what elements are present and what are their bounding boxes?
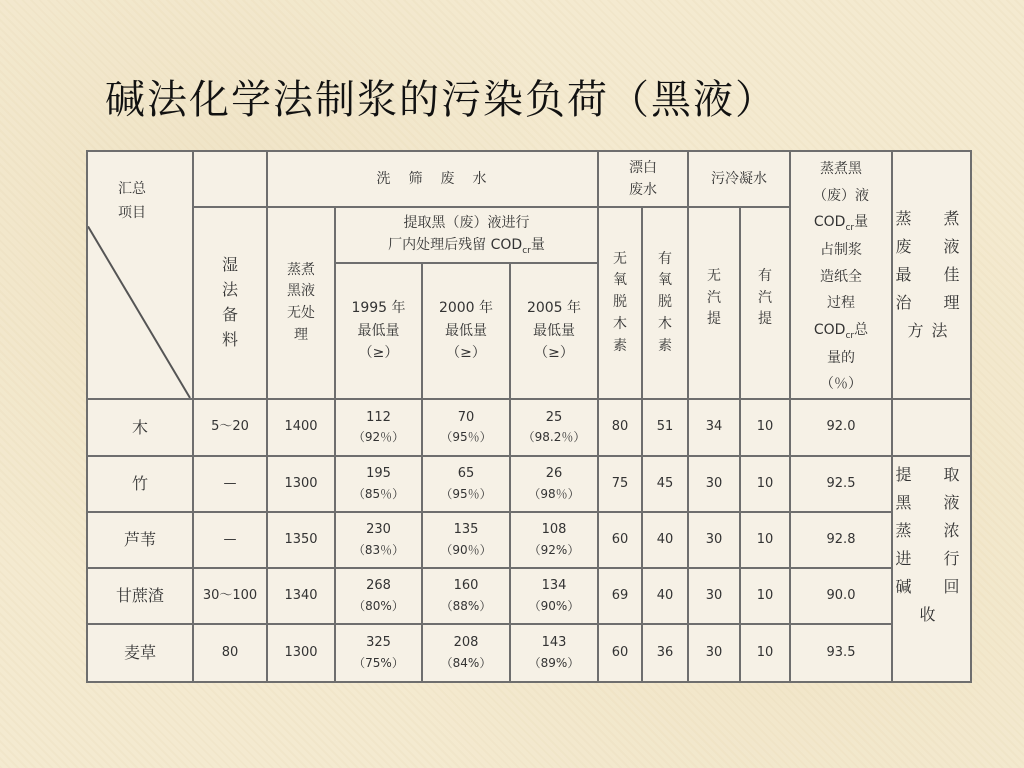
y2005-cell [510, 568, 598, 624]
y2000-pct: （90％） [440, 542, 492, 557]
extract-label-text: 厂内处理后残留 COD [388, 237, 523, 254]
y2005-value: 108 [541, 522, 567, 537]
y2000-cell [422, 624, 510, 682]
material-name: 麦草 [87, 624, 193, 682]
extract-label-sub: cr [522, 245, 531, 256]
wet-prep-char: 湿 [221, 255, 238, 275]
best-method-cell [892, 456, 971, 682]
year-2000-header [422, 263, 510, 399]
bleach-yes-value: 36 [642, 624, 688, 682]
cook-untreated-line: 无处 [287, 305, 315, 321]
wet-prep-header [193, 207, 267, 399]
corner-header-cell [87, 151, 193, 399]
material-name: 甘蔗渣 [87, 568, 193, 624]
year-1995-header [335, 263, 422, 399]
y2005-value: 143 [541, 635, 567, 650]
y2005-cell [510, 456, 598, 512]
best-method-header [892, 151, 971, 399]
table-row [87, 568, 971, 624]
share-line [791, 209, 891, 237]
y2000-value: 160 [453, 578, 479, 593]
slide-title: 碱法化学法制浆的污染负荷（黑液） [105, 77, 777, 123]
share-line: 占制浆 [820, 242, 862, 259]
bleach-no-char: 氧 [613, 272, 627, 289]
bleach-no-char: 无 [613, 250, 627, 267]
method-line: 进 行 [895, 549, 968, 568]
untreated-value: 1300 [267, 456, 335, 512]
method-line: 碱 回 [895, 577, 968, 596]
steam-char: 提 [758, 311, 772, 328]
y2005-cell [510, 624, 598, 682]
y2000-value: 70 [457, 409, 475, 425]
y2005-value: 26 [545, 466, 563, 481]
corner-label [118, 178, 146, 226]
share-line: 蒸煮黑 [820, 161, 862, 177]
y2005-cell [510, 399, 598, 456]
y2000-pct: （95％） [440, 430, 492, 445]
y2005-pct: （92%） [528, 542, 580, 557]
no-steam-char: 提 [707, 311, 721, 328]
y1995-cell [335, 456, 422, 512]
cond-yes-value: 10 [740, 512, 790, 568]
wet-prep-value: 80 [193, 624, 267, 682]
no-steam-char: 无 [707, 268, 721, 284]
bleaching-label-line1: 漂白 [629, 159, 657, 176]
share-line: （废）液 [813, 187, 869, 204]
y1995-value: 325 [366, 635, 391, 650]
steam-char: 有 [758, 268, 772, 284]
share-line: 造纸全 [820, 268, 862, 285]
cook-untreated-line: 理 [294, 326, 308, 343]
y2005-pct: （98％） [528, 486, 580, 501]
share-cod-sub: cr [845, 330, 855, 341]
cond-yes-value: 10 [740, 624, 790, 682]
y2000-cell [422, 456, 510, 512]
extract-label-end: 量 [530, 237, 545, 254]
year-ge-label: （≥） [446, 345, 486, 362]
bleach-oxygen-header [642, 207, 688, 399]
y2005-pct: （98.2％） [522, 430, 586, 445]
share-line: 过程 [827, 295, 855, 312]
wet-prep-char: 法 [221, 280, 238, 300]
condensate-header [688, 151, 790, 207]
bleach-no-char: 脱 [613, 294, 627, 311]
no-steam-char: 汽 [707, 289, 721, 306]
bleach-no-char: 木 [613, 315, 627, 332]
share-cod-end: 总 [854, 321, 869, 338]
bleach-yes-value: 40 [642, 568, 688, 624]
share-value: 93.5 [790, 624, 892, 682]
untreated-value: 1340 [267, 568, 335, 624]
bleach-yes-char: 脱 [658, 294, 672, 311]
y1995-pct: （80%） [353, 598, 404, 613]
bleach-yes-char: 素 [658, 337, 672, 354]
wet-prep-value: 30～100 [193, 568, 267, 624]
y1995-value: 112 [366, 409, 391, 425]
bleach-no-char: 素 [613, 337, 627, 354]
cond-yes-value: 10 [740, 456, 790, 512]
share-cod: COD [813, 321, 846, 338]
y2000-value: 208 [453, 635, 479, 650]
y2005-value: 134 [541, 578, 567, 593]
steam-strip-header [740, 207, 790, 399]
pollution-load-table [86, 150, 970, 681]
washing-wastewater-header [267, 151, 598, 207]
cond-no-value: 30 [688, 568, 740, 624]
wet-prep-value: 5～20 [193, 399, 267, 456]
wet-prep-value: — [193, 456, 267, 512]
y1995-pct: （85％） [352, 486, 405, 501]
cook-untreated-line: 蒸煮 [287, 261, 315, 278]
y2000-pct: （95％） [440, 486, 492, 501]
extract-header [335, 207, 598, 263]
share-cod-sub: cr [845, 222, 855, 233]
y2005-cell [510, 512, 598, 568]
year-label: 1995 年 [351, 300, 406, 317]
y2000-pct: （88%） [440, 598, 492, 613]
table-row [87, 399, 971, 456]
bleaching-label-line2: 废水 [629, 182, 657, 198]
wet-prep-value: — [193, 512, 267, 568]
share-value: 92.0 [790, 399, 892, 456]
cond-no-value: 30 [688, 512, 740, 568]
y1995-cell [335, 399, 422, 456]
bleach-no-oxygen-header [598, 207, 642, 399]
corner-label-line1: 汇总 [118, 181, 146, 197]
y2005-pct: （90%） [528, 598, 580, 613]
best-method-line: 废 液 [895, 237, 968, 256]
share-cod-end: 量 [854, 214, 869, 231]
year-min-label: 最低量 [445, 322, 487, 339]
bleach-yes-char: 有 [658, 250, 672, 267]
share-value: 90.0 [790, 568, 892, 624]
share-line: 量的 [827, 349, 855, 366]
cook-untreated-line: 黑液 [287, 283, 315, 300]
share-line [791, 317, 891, 345]
y2000-cell [422, 399, 510, 456]
extract-label-line1: 提取黑（废）液进行 [403, 214, 530, 231]
untreated-value: 1350 [267, 512, 335, 568]
method-empty-cell [892, 399, 971, 456]
share-cod: COD [813, 214, 846, 231]
year-ge-label: （≥） [358, 345, 399, 362]
table-row [87, 512, 971, 568]
bleaching-header [598, 151, 688, 207]
blank-header-cell [193, 151, 267, 207]
bleach-yes-char: 氧 [658, 272, 672, 289]
bleach-yes-value: 51 [642, 399, 688, 456]
washing-wastewater-label: 洗 筛 废 水 [376, 170, 489, 187]
material-name: 竹 [87, 456, 193, 512]
bleach-yes-value: 45 [642, 456, 688, 512]
year-2005-header [510, 263, 598, 399]
best-method-line: 方法 [907, 321, 956, 340]
cond-yes-value: 10 [740, 568, 790, 624]
cond-no-value: 30 [688, 456, 740, 512]
method-line: 提 取 [895, 465, 968, 484]
share-value: 92.8 [790, 512, 892, 568]
year-label: 2000 年 [438, 300, 494, 317]
y1995-value: 230 [366, 522, 391, 537]
method-line: 收 [919, 605, 944, 624]
untreated-value: 1300 [267, 624, 335, 682]
y1995-pct: （83％） [352, 542, 405, 557]
corner-label-line2: 项目 [118, 204, 146, 221]
cond-no-value: 34 [688, 399, 740, 456]
y1995-cell [335, 624, 422, 682]
wet-prep-char: 备 [221, 305, 238, 324]
bleach-no-value: 80 [598, 399, 642, 456]
wet-prep-char: 料 [221, 329, 238, 349]
best-method-line: 蒸 煮 [895, 209, 968, 228]
y1995-cell [335, 512, 422, 568]
bleach-no-value: 60 [598, 512, 642, 568]
y2000-value: 65 [457, 466, 475, 481]
untreated-value: 1400 [267, 399, 335, 456]
cook-untreated-header [267, 207, 335, 399]
y1995-pct: （92％） [352, 430, 405, 445]
y2005-value: 25 [545, 409, 563, 425]
year-ge-label: （≥） [534, 345, 574, 362]
best-method-line: 治 理 [895, 293, 968, 312]
y1995-value: 268 [366, 578, 391, 593]
share-line: （％） [820, 376, 862, 393]
method-line: 蒸 浓 [895, 521, 968, 540]
bleach-no-value: 69 [598, 568, 642, 624]
cond-no-value: 30 [688, 624, 740, 682]
y2000-cell [422, 568, 510, 624]
table-row [87, 624, 971, 682]
share-value: 92.5 [790, 456, 892, 512]
best-method-line: 最 佳 [895, 265, 968, 284]
steam-char: 汽 [758, 289, 772, 306]
material-name: 木 [87, 399, 193, 456]
extract-label-line2 [336, 234, 597, 258]
share-header [790, 151, 892, 399]
condensate-label: 污冷凝水 [711, 170, 767, 187]
bleach-no-value: 75 [598, 456, 642, 512]
y1995-value: 195 [366, 466, 391, 481]
bleach-no-value: 60 [598, 624, 642, 682]
cond-yes-value: 10 [740, 399, 790, 456]
y1995-cell [335, 568, 422, 624]
year-label: 2005 年 [526, 300, 582, 317]
bleach-yes-value: 40 [642, 512, 688, 568]
y1995-pct: （75%） [353, 655, 404, 670]
bleach-yes-char: 木 [658, 315, 672, 332]
table-row [87, 456, 971, 512]
year-min-label: 最低量 [357, 322, 400, 339]
y2000-cell [422, 512, 510, 568]
method-line: 黑 液 [895, 493, 968, 512]
no-steam-strip-header [688, 207, 740, 399]
year-min-label: 最低量 [533, 322, 575, 339]
y2005-pct: （89%） [528, 655, 580, 670]
y2000-pct: （84%） [440, 655, 492, 670]
y2000-value: 135 [453, 522, 479, 537]
material-name: 芦苇 [87, 512, 193, 568]
